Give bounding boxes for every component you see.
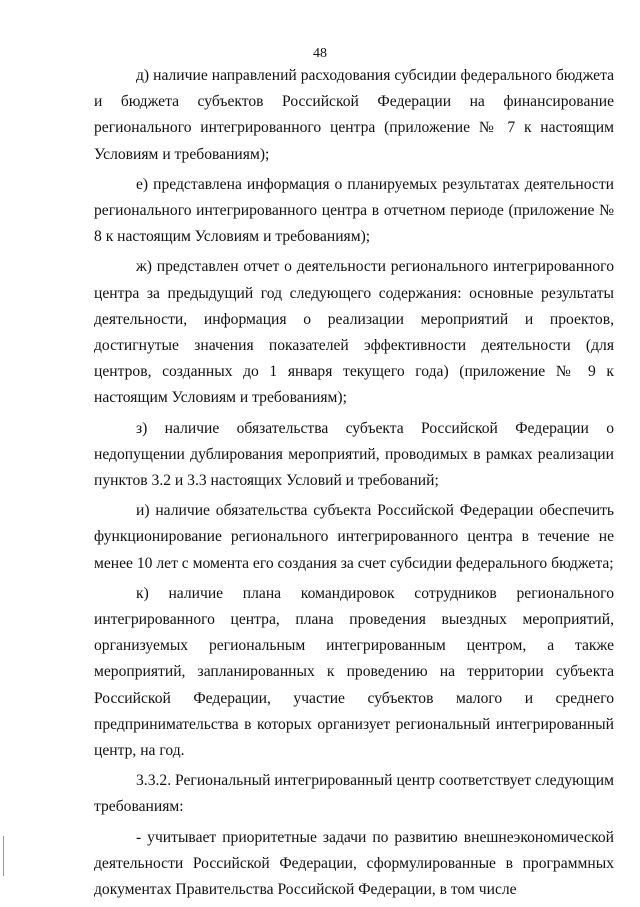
scan-edge-mark (3, 836, 4, 876)
document-body (94, 63, 614, 907)
page-number: 48 (313, 46, 327, 61)
paragraph-d: д) наличие направлений расходования субсидии федерального бюджета и бюджета субъектов Российской Федерации на финансирование регионального интегрированного центра (приложение № 7 к настоящим Условиям и требованиям); (94, 67, 614, 163)
paragraph-e: е) представлена информация о планируемых результатах деятельности регионального интегрированного центра в отчетном периоде (приложение № 8 к настоящим Условиям и требованиям); (94, 175, 614, 246)
paragraph-k: к) наличие плана командировок сотрудников регионального интегрированного центра, плана проведения выездных мероприятий, организуемых региональным интегрированным центром, а также мероприятий, запланированных к проведению на территории субъекта Российской Федерации, участие субъектов малого и среднего предпринимательства в которых организует региональный интегрированный центр, на год. (94, 584, 614, 760)
paragraph-zh: ж) представлен отчет о деятельности регионального интегрированного центра за предыдущий год следующего содержания: основные результаты деятельности, информация о реализации мероприятий и проектов, достигнутые значения показателей эффективности деятельности (для центров, созданных до 1 января текущего года) (приложение № 9 к настоящим Условиям и требованиям); (94, 258, 614, 407)
paragraph-i: и) наличие обязательства субъекта Российской Федерации обеспечить функционирование регионального интегрированного центра в течение не менее 10 лет с момента его создания за счет субсидии федерального бюджета; (94, 502, 614, 572)
paragraph-z: з) наличие обязательства субъекта Российской Федерации о недопущении дублирования мероприятий, проводимых в рамках реализации пунктов 3.2 и 3.3 настоящих Условий и требований; (94, 419, 614, 490)
paragraph-list-item: - учитывает приоритетные задачи по развитию внешнеэкономической деятельности Российской Федерации, сформулированные в программных документах Правительства Российской Федерации, в том числе (94, 828, 614, 899)
paragraph-3-3-2: 3.3.2. Региональный интегрированный центр соответствует следующим требованиям: (94, 772, 614, 816)
